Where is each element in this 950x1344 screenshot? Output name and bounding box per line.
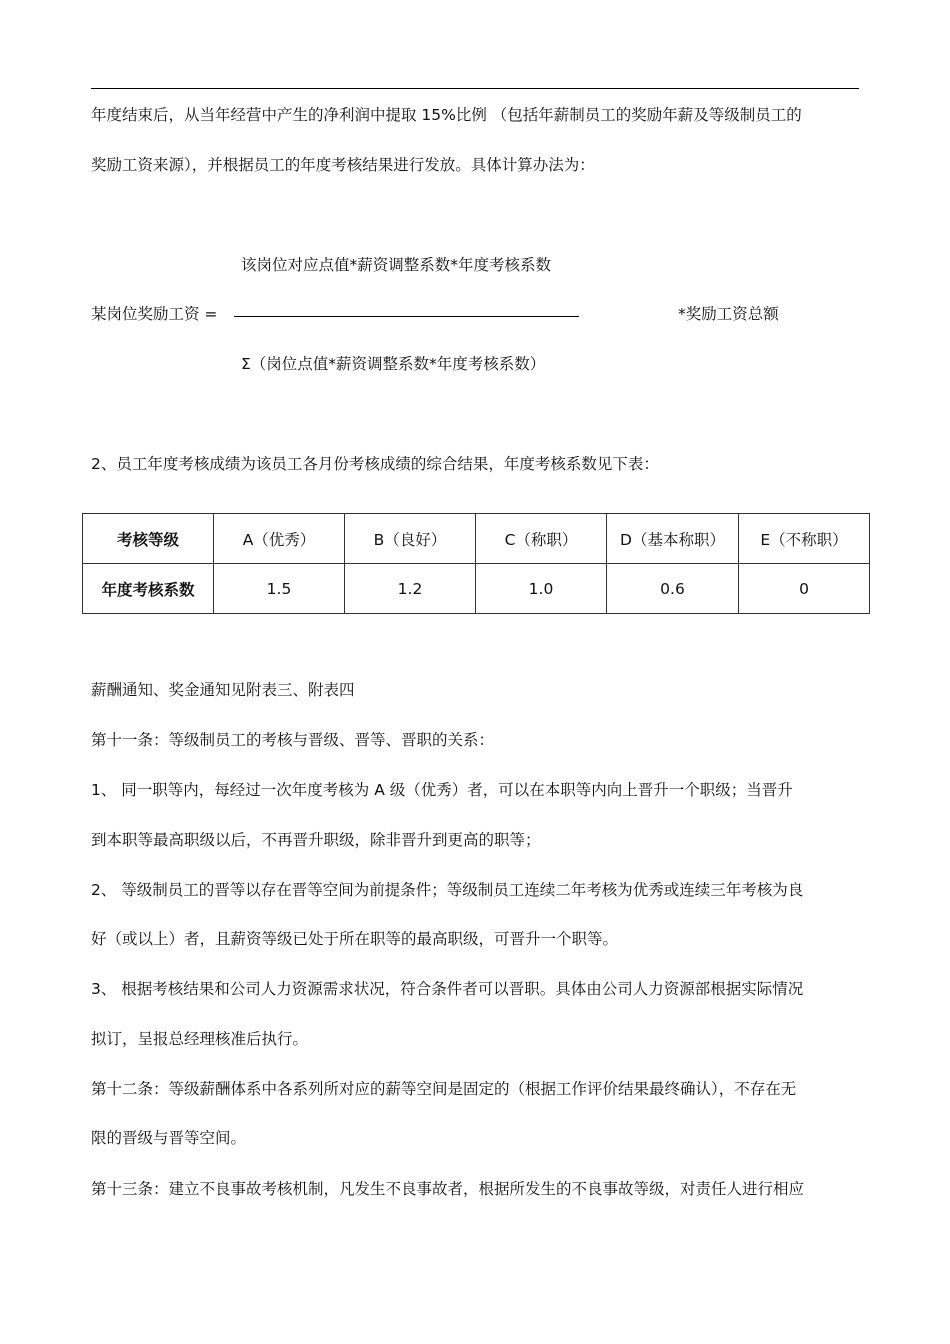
coefficient-cell: 1.2 [345, 564, 476, 614]
notice-text: 薪酬通知、奖金通知见附表三、附表四 [91, 681, 355, 699]
grade-cell: C（称职） [476, 514, 607, 564]
row-label-grade: 考核等级 [83, 514, 214, 564]
intro-line-1: 年度结束后，从当年经营中产生的净利润中提取 15%比例 （包括年薪制员工的奖励年薪及等级制员工的 [91, 106, 802, 124]
grade-cell: A（优秀） [214, 514, 345, 564]
article-11-item-3-line-1: 3、 根据考核结果和公司人力资源需求状况，符合条件者可以晋职。具体由公司人力资源部根据实际情况 [91, 980, 804, 998]
article-11-item-1-line-2: 到本职等最高职级以后，不再晋升职级，除非晋升到更高的职等； [91, 831, 541, 849]
grade-cell: B（良好） [345, 514, 476, 564]
formula-denominator: Σ（岗位点值*薪资调整系数*年度考核系数） [241, 355, 546, 373]
table-row [83, 514, 870, 564]
grade-cell: E（不称职） [739, 514, 870, 564]
coefficient-cell: 0.6 [607, 564, 739, 614]
row-label-coefficient: 年度考核系数 [83, 564, 214, 614]
fraction-bar [234, 316, 579, 317]
grade-coefficient-table [82, 513, 870, 614]
article-11-item-2-line-1: 2、 等级制员工的晋等以存在晋等空间为前提条件；等级制员工连续二年考核为优秀或连续三年考核为良 [91, 881, 804, 899]
article-13-line-1: 第十三条：建立不良事故考核机制，凡发生不良事故者，根据所发生的不良事故等级，对责任人进行相应 [91, 1180, 805, 1198]
formula-lhs: 某岗位奖励工资 = [91, 305, 218, 323]
formula-numerator: 该岗位对应点值*薪资调整系数*年度考核系数 [241, 256, 552, 274]
article-11-item-3-line-2: 拟订，呈报总经理核准后执行。 [91, 1030, 309, 1048]
coefficient-cell: 1.5 [214, 564, 345, 614]
intro-line-2: 奖励工资来源），并根据员工的年度考核结果进行发放。具体计算办法为： [91, 156, 595, 174]
article-11-item-2-line-2: 好（或以上）者，且薪资等级已处于所在职等的最高职级，可晋升一个职等。 [91, 930, 619, 948]
formula-rhs: *奖励工资总额 [678, 305, 779, 323]
coefficient-cell: 1.0 [476, 564, 607, 614]
article-12-line-2: 限的晋级与晋等空间。 [91, 1129, 247, 1147]
header-rule [91, 88, 859, 89]
article-12-line-1: 第十二条：等级薪酬体系中各系列所对应的薪等空间是固定的（根据工作评价结果最终确认），不存在无 [91, 1080, 797, 1098]
article-11-title: 第十一条：等级制员工的考核与晋级、晋等、晋职的关系： [91, 731, 495, 749]
grade-cell: D（基本称职） [607, 514, 739, 564]
coefficient-cell: 0 [739, 564, 870, 614]
article-11-item-1-line-1: 1、 同一职等内，每经过一次年度考核为 A 级（优秀）者，可以在本职等内向上晋升一个职级；当晋升 [91, 781, 793, 799]
table-row [83, 564, 870, 614]
item-2-text: 2、员工年度考核成绩为该员工各月份考核成绩的综合结果，年度考核系数见下表： [91, 455, 659, 473]
